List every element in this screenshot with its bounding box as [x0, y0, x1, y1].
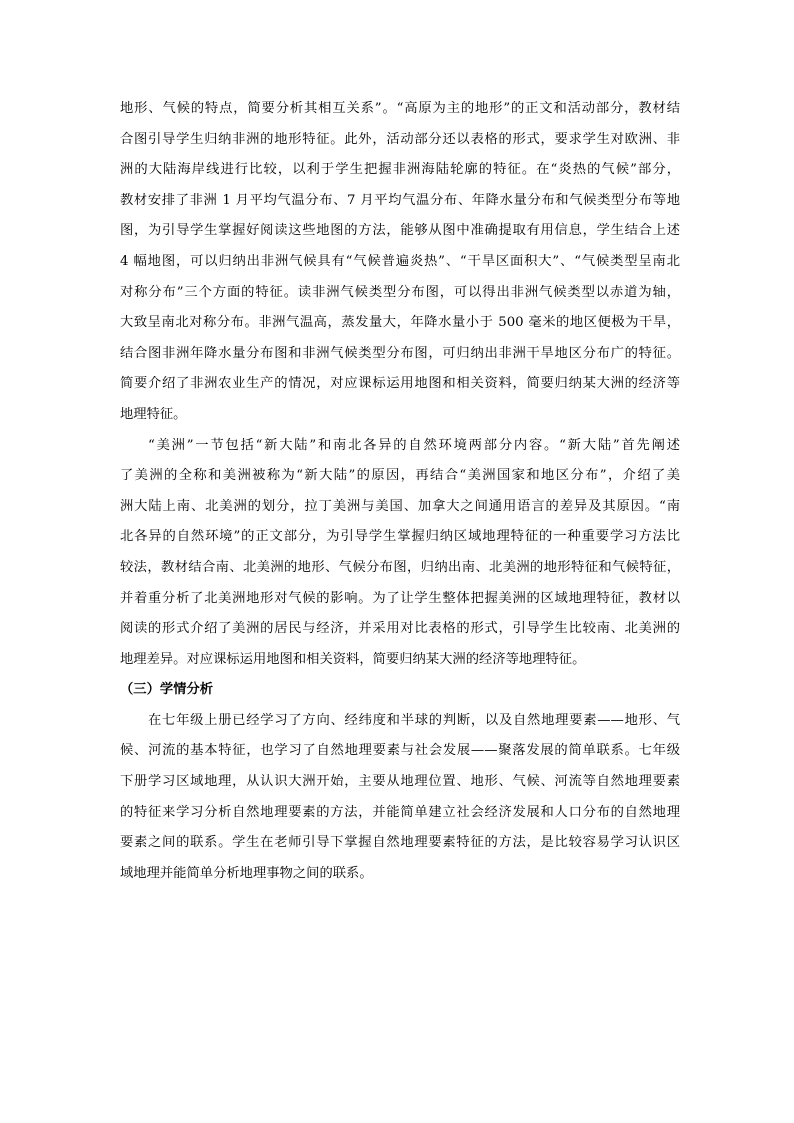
text-line: 结合图非洲年降水量分布图和非洲气候类型分布图，可归纳出非洲干旱地区分布广的特征。 [120, 345, 680, 361]
text-line: 地形、气候的特点，简要分析其相互关系”。“高原为主的地形”的正文和活动部分，教材结 [120, 101, 680, 116]
text-line: 域地理并能简单分析地理事物之间的联系。 [120, 865, 373, 881]
text-line: 地理差异。对应课标运用地图和相关资料，简要归纳某大洲的经济等地理特征。 [120, 651, 586, 667]
paragraph-america [120, 431, 680, 676]
text-line: 了美洲的全称和美洲被称为“新大陆”的原因，再结合“美洲国家和地区分布”，介绍了美 [120, 468, 680, 484]
paragraph-africa [120, 94, 680, 431]
text-line: 并着重分析了北美洲地形对气候的影响。为了让学生整体把握美洲的区域地理特征，教材以 [120, 590, 680, 606]
text-line: 的特征来学习分析自然地理要素的方法，并能简单建立社会经济发展和人口分布的自然地理 [120, 804, 680, 820]
text-line: 大致呈南北对称分布。非洲气温高，蒸发量大，年降水量小于 500 毫米的地区便极为干旱， [120, 315, 680, 331]
text-line: 阅读的形式介绍了美洲的居民与经济，并采用对比表格的形式，引导学生比较南、北美洲的 [120, 621, 680, 637]
text-line: 教材安排了非洲 1 月平均气温分布、7 月平均气温分布、年降水量分布和气候类型分布等地 [120, 192, 680, 208]
text-line: 下册学习区域地理，从认识大洲开始，主要从地理位置、地形、气候、河流等自然地理要素 [120, 774, 680, 790]
text-line: 洲大陆上南、北美洲的划分，拉丁美洲与美国、加拿大之间通用语言的差异及其原因。“南 [120, 498, 680, 514]
text-line: 候、河流的基本特征，也学习了自然地理要素与社会发展——聚落发展的简单联系。七年级 [120, 743, 680, 759]
text-line: 北各异的自然环境”的正文部分，为引导学生掌握归纳区域地理特征的一种重要学习方法比 [120, 529, 680, 545]
text-line: 4 幅地图，可以归纳出非洲气候具有“气候普遍炎热”、“干旱区面积大”、“气候类型呈南北 [120, 253, 680, 269]
section-heading: （三）学情分析 [120, 682, 214, 698]
paragraph-learner-analysis [120, 706, 680, 890]
text-line: 洲的大陆海岸线进行比较，以利于学生把握非洲海陆轮廓的特征。在“炎热的气候”部分， [120, 162, 680, 178]
text-line: 地理特征。 [120, 406, 187, 422]
text-line: 图，为引导学生掌握好阅读这些地图的方法，能够从图中准确提取有用信息，学生结合上述 [120, 223, 680, 239]
text-line: 合图引导学生归纳非洲的地形特征。此外，活动部分还以表格的形式，要求学生对欧洲、非 [120, 131, 680, 147]
text-line: 简要介绍了非洲农业生产的情况，对应课标运用地图和相关资料，简要归纳某大洲的经济等 [120, 376, 680, 392]
text-line: “美洲”一节包括“新大陆”和南北各异的自然环境两部分内容。“新大陆”首先阐述 [148, 437, 680, 453]
text-line: 对称分布”三个方面的特征。读非洲气候类型分布图，可以得出非洲气候类型以赤道为轴， [120, 284, 680, 300]
text-line: 要素之间的联系。学生在老师引导下掌握自然地理要素特征的方法，是比较容易学习认识区 [120, 835, 680, 851]
text-line: 较法，教材结合南、北美洲的地形、气候分布图，归纳出南、北美洲的地形特征和气候特征， [120, 559, 680, 575]
document-page [120, 94, 680, 889]
text-line: 在七年级上册已经学习了方向、经纬度和半球的判断，以及自然地理要素——地形、气 [148, 712, 680, 728]
